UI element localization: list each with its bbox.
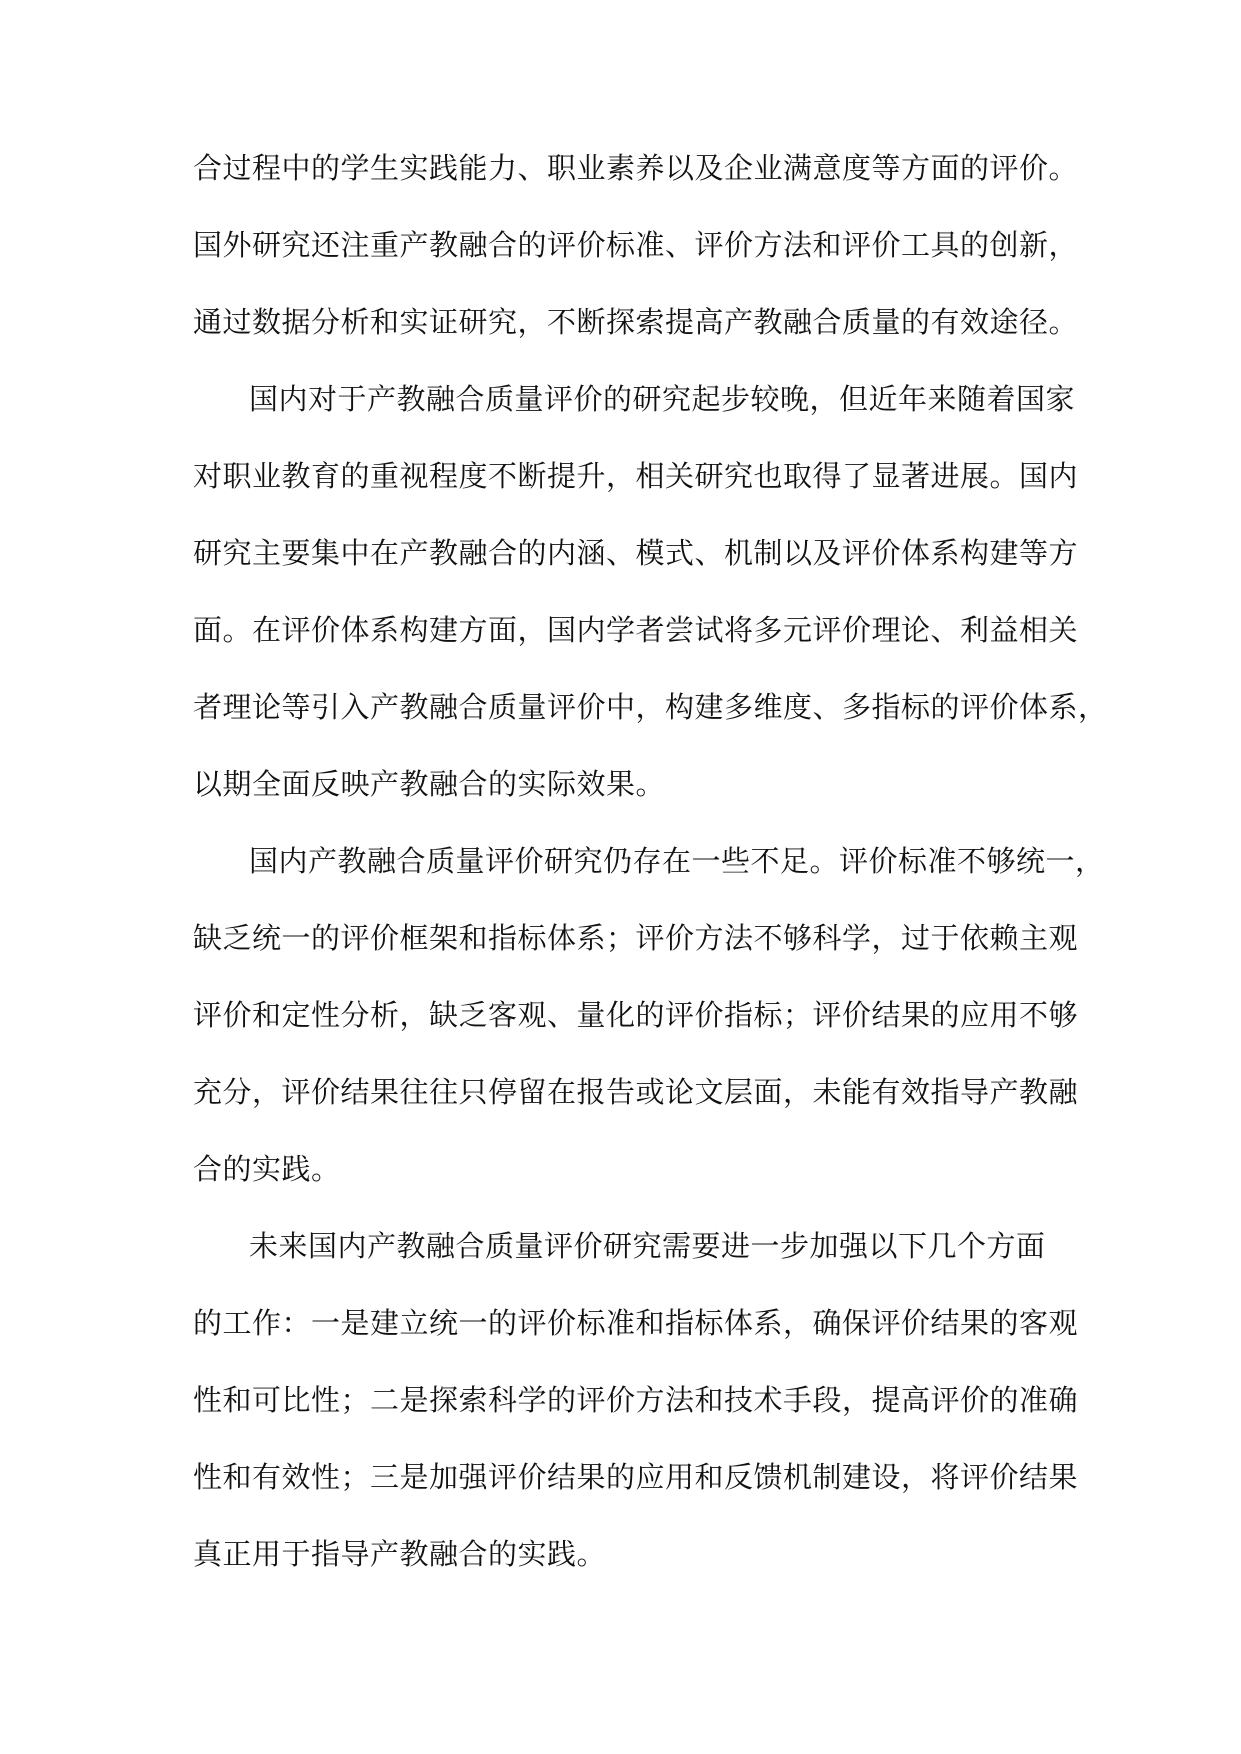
text-line: 性和有效性；三是加强评价结果的应用和反馈机制建设，将评价结果: [193, 1460, 1079, 1494]
paragraph-4: [193, 1208, 1079, 1593]
paragraph-3: [193, 823, 1105, 1208]
text-line: 的工作：一是建立统一的评价标准和指标体系，确保评价结果的客观: [193, 1306, 1079, 1340]
paragraph-2: [193, 361, 1108, 823]
text-line: 面。在评价体系构建方面，国内学者尝试将多元评价理论、利益相关: [193, 613, 1079, 647]
text-line: 未来国内产教融合质量评价研究需要进一步加强以下几个方面: [249, 1229, 1046, 1263]
text-line: 合过程中的学生实践能力、职业素养以及企业满意度等方面的评价。: [193, 151, 1079, 185]
text-line: 对职业教育的重视程度不断提升，相关研究也取得了显著进展。国内: [193, 459, 1079, 493]
text-line: 合的实践。: [193, 1152, 341, 1186]
text-line: 真正用于指导产教融合的实践。: [193, 1537, 607, 1571]
text-line: 国内对于产教融合质量评价的研究起步较晚，但近年来随着国家: [249, 382, 1076, 416]
text-line: 充分，评价结果往往只停留在报告或论文层面，未能有效指导产教融: [193, 1075, 1079, 1109]
text-line: 国内产教融合质量评价研究仍存在一些不足。评价标准不够统一，: [249, 844, 1105, 878]
text-line: 通过数据分析和实证研究，不断探索提高产教融合质量的有效途径。: [193, 305, 1079, 339]
text-line: 性和可比性；二是探索科学的评价方法和技术手段，提高评价的准确: [193, 1383, 1079, 1417]
text-line: 研究主要集中在产教融合的内涵、模式、机制以及评价体系构建等方: [193, 536, 1079, 570]
text-line: 以期全面反映产教融合的实际效果。: [193, 767, 666, 801]
text-line: 缺乏统一的评价框架和指标体系；评价方法不够科学，过于依赖主观: [193, 921, 1079, 955]
text-line: 评价和定性分析，缺乏客观、量化的评价指标；评价结果的应用不够: [193, 998, 1079, 1032]
text-line: 国外研究还注重产教融合的评价标准、评价方法和评价工具的创新，: [193, 228, 1079, 262]
body-text: [193, 130, 1108, 1593]
paragraph-1: [193, 130, 1079, 361]
text-line: 者理论等引入产教融合质量评价中，构建多维度、多指标的评价体系，: [193, 690, 1108, 724]
